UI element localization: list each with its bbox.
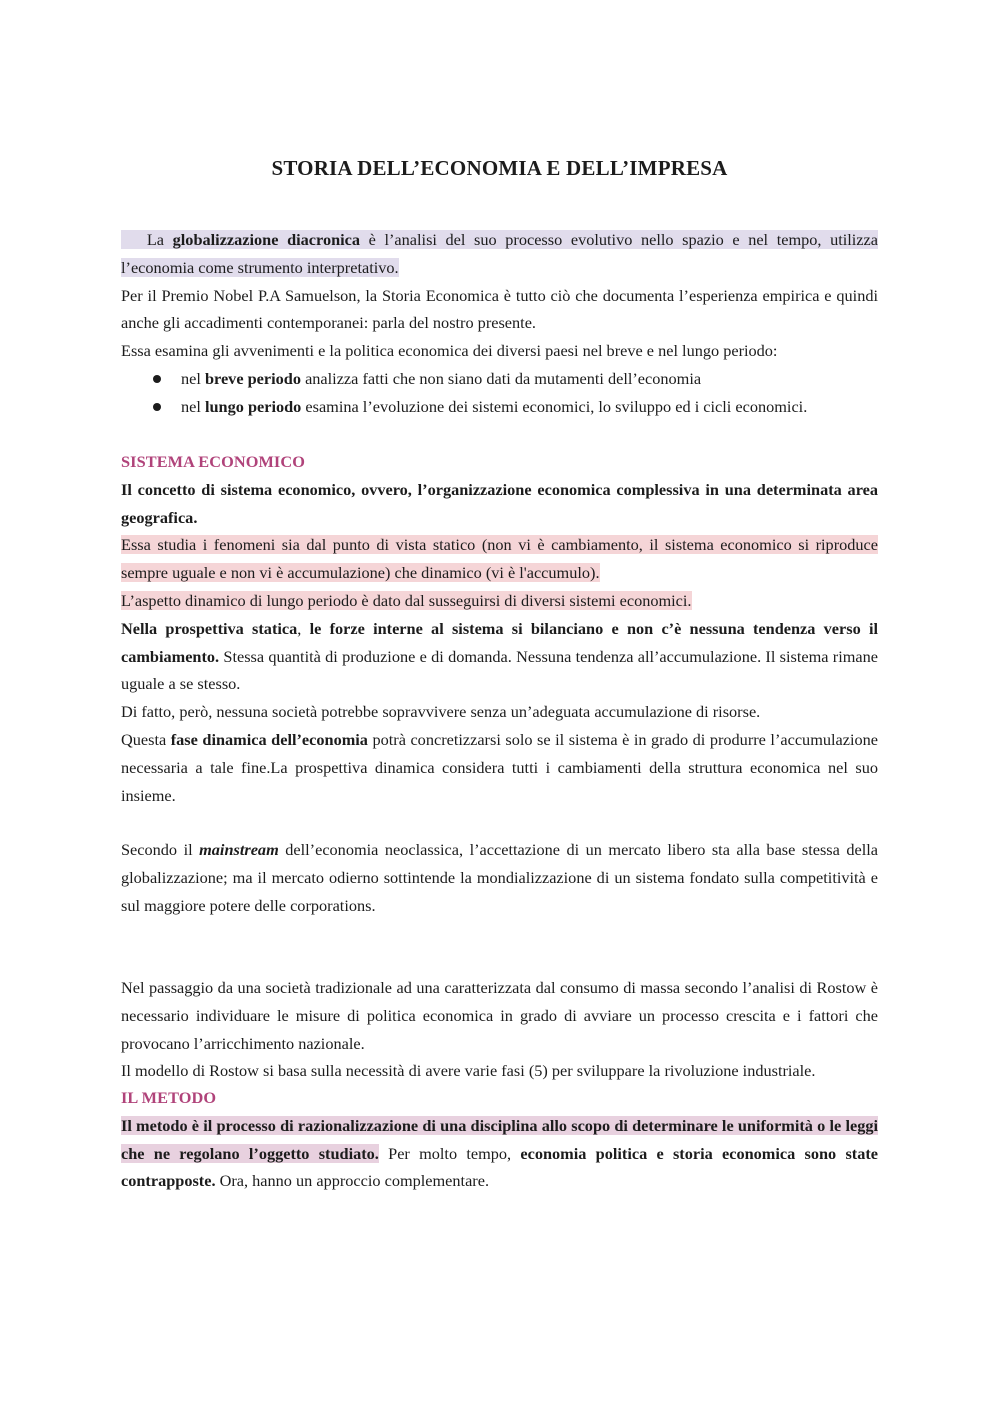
sistema-economico-section (121, 448, 878, 809)
mainstream-section (121, 836, 878, 919)
list-item: nel breve periodo analizza fatti che non siano dati da mutamenti dell’economia (121, 365, 878, 393)
metodo-paragraph: Il metodo è il processo di razionalizzazione di una disciplina allo scopo di determinare le uniformità o le leggi che ne regolano l’oggetto studiato. Per molto tempo, economia politica e storia economica sono state contrapposte. Ora, hanno un approccio complementare. (121, 1115, 878, 1191)
sistema-statico-dinamico (121, 531, 878, 587)
highlight-pink: Essa studia i fenomeni sia dal punto di vista statico (non vi è cambiamento, il sistema economico si riproduce sempre uguale e non vi è accumulazione) che dinamico (vi è l'accumulo). (121, 535, 878, 583)
mainstream-paragraph: Secondo il mainstream dell’economia neoclassica, l’accettazione di un mercato libero sta alla base stessa della globalizzazione; ma il mercato odierno sottintende la mondializzazione di un sistema fondato sulla competitività e sul maggiore potere delle corporations. (121, 840, 878, 915)
term-mainstream: mainstream (199, 840, 279, 859)
bullet-icon (153, 403, 161, 411)
section-heading-sistema-economico: SISTEMA ECONOMICO (121, 452, 305, 471)
metodo-section (121, 1084, 878, 1195)
intro-paragraph-periodi: Essa esamina gli avvenimenti e la politica economica dei diversi paesi nel breve e nel lungo periodo: (121, 341, 778, 361)
section-heading-il-metodo: IL METODO (121, 1088, 217, 1107)
rostow-modello: Il modello di Rostow si basa sulla necessità di avere varie fasi (5) per sviluppare la rivoluzione industriale. (121, 1061, 816, 1081)
intro-paragraph-samuelson: Per il Premio Nobel P.A Samuelson, la Storia Economica è tutto ciò che documenta l’esperienza empirica e quindi anche gli accadimenti contemporanei: parla del nostro presente. (121, 285, 878, 333)
sistema-fase-dinamica: Questa fase dinamica dell’economia potrà concretizzarsi solo se il sistema è in grado di produrre l’accumulazione necessaria a tale fine.La prospettiva dinamica considera tutti i cambiamenti della struttura economica nel suo insieme. (121, 729, 879, 805)
sistema-accumulazione: Di fatto, però, nessuna società potrebbe sopravvivere senza un’adeguata accumulazione di risorse. (121, 702, 761, 722)
sistema-aspetto-dinamico (121, 587, 878, 615)
bullet-icon (153, 375, 161, 383)
document-title: STORIA DELL’ECONOMIA E DELL’IMPRESA (271, 156, 728, 180)
rostow-paragraph: Nel passaggio da una società tradizionale ad una caratterizzata dal consumo di massa secondo l’analisi di Rostow è necessario individuare le misure di politica economica in grado di avviare un processo crescita e i fattori che provocano l’arricchimento nazionale. (121, 978, 878, 1053)
highlight-rose: Il metodo è il processo di razionalizzazione di una disciplina allo scopo di determinare le uniformità o le leggi che ne regolano l’oggetto studiato. (121, 1115, 878, 1163)
rostow-section (121, 974, 878, 1085)
list-item: nel lungo periodo esamina l’evoluzione dei sistemi economici, lo sviluppo ed i cicli economici. (121, 393, 878, 421)
sistema-prospettiva-statica: Nella prospettiva statica, le forze interne al sistema si bilanciano e non c’è nessuna tendenza verso il cambiamento. Stessa quantità di produzione e di domanda. Nessuna tendenza all’accumulazione. Il sistema rimane uguale a se stesso. (121, 618, 879, 694)
sistema-definizione: Il concetto di sistema economico, ovvero, l’organizzazione economica complessiva in una determinata area geografica. (121, 479, 878, 527)
periodi-list (121, 365, 878, 421)
intro-paragraph-globalizzazione (121, 226, 878, 282)
term-globalizzazione-diacronica: globalizzazione diacronica (172, 230, 361, 249)
highlight-lavender: La globalizzazione diacronica è l’analisi del suo processo evolutivo nello spazio e nel tempo, utilizza l’economia come strumento interpretativo. (121, 230, 878, 277)
highlight-pink: L’aspetto dinamico di lungo periodo è dato dal susseguirsi di diversi sistemi economici. (121, 590, 692, 610)
intro-section (121, 226, 878, 421)
